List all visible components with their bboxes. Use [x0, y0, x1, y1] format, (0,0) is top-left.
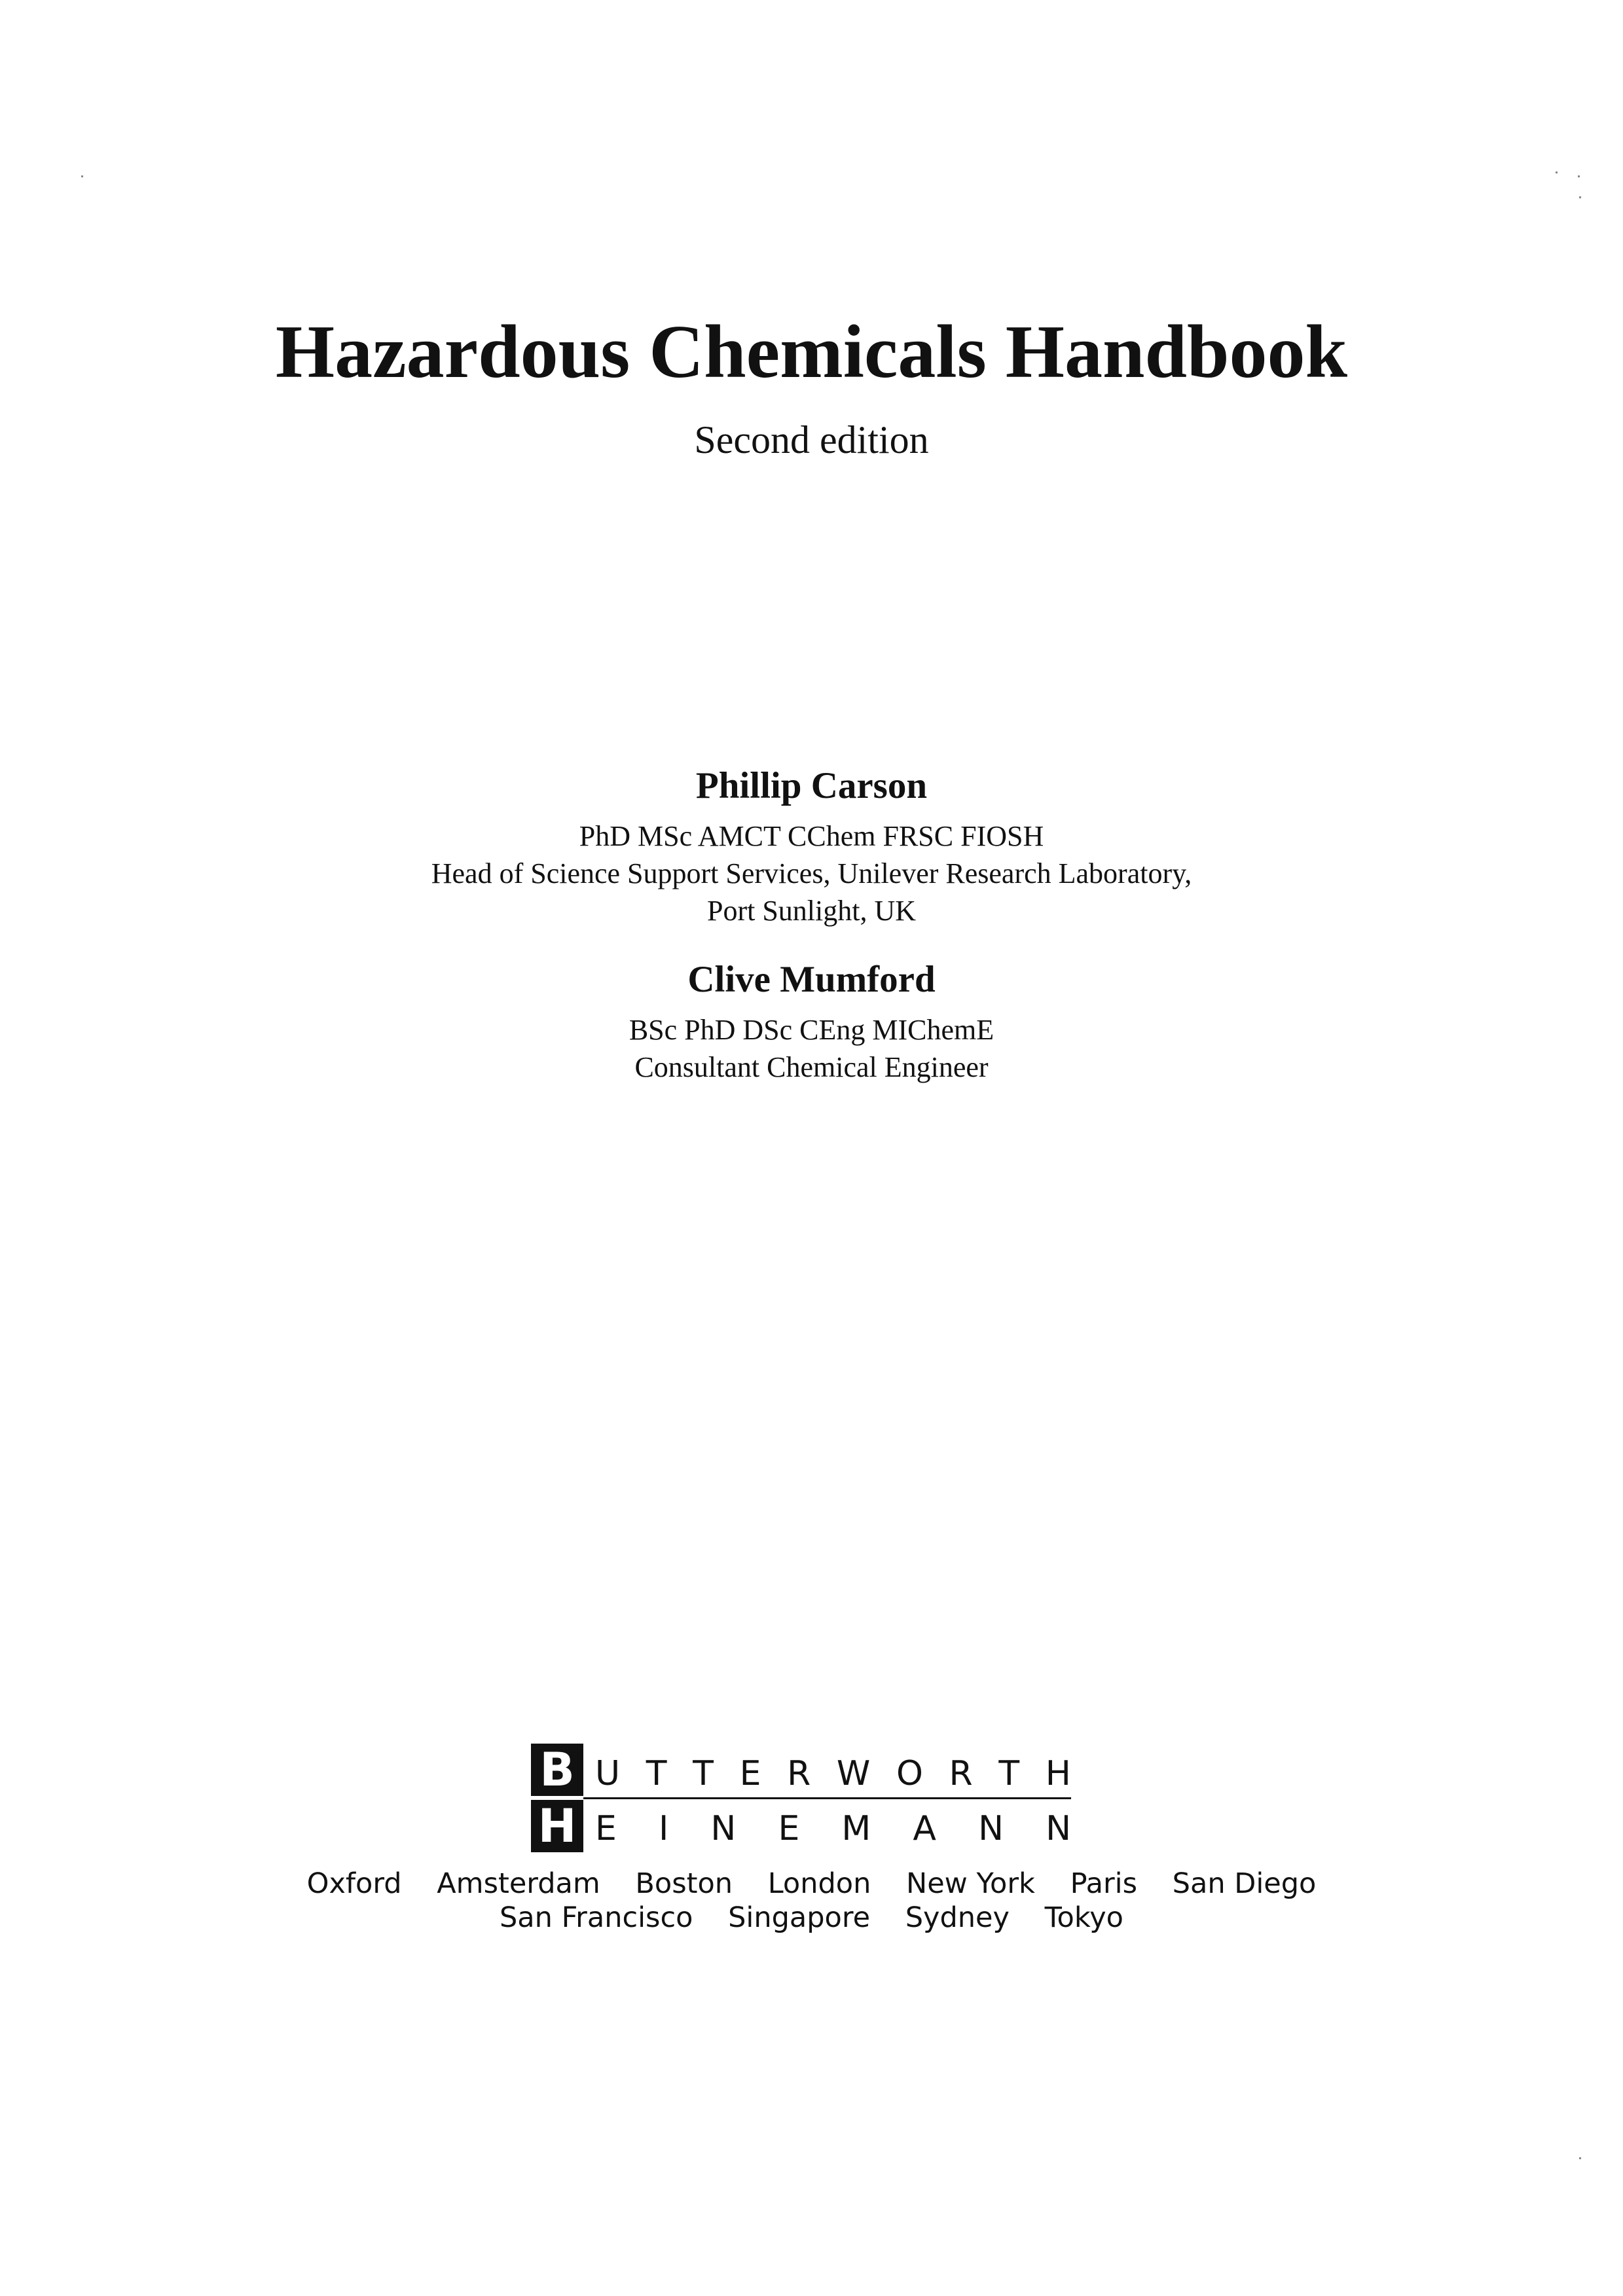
logo-letter: N — [710, 1809, 737, 1848]
logo-letter: I — [658, 1809, 669, 1848]
author-name: Clive Mumford — [687, 959, 936, 1000]
logo-letter: A — [913, 1809, 936, 1848]
logo-letter: T — [646, 1754, 667, 1793]
logo-letter: U — [595, 1754, 621, 1793]
city-name: Tokyo — [1044, 1901, 1123, 1934]
publisher-cities-row-1 — [0, 1867, 1623, 1901]
city-name: Sydney — [905, 1901, 1010, 1934]
scan-speck — [1556, 171, 1558, 173]
author-name: Phillip Carson — [695, 765, 928, 806]
logo-initial-b: B — [531, 1744, 583, 1796]
logo-letter: M — [841, 1809, 871, 1848]
book-edition: Second edition — [694, 418, 929, 461]
logo-letter: T — [998, 1754, 1020, 1793]
city-name: London — [767, 1867, 871, 1900]
author-block — [0, 767, 1623, 929]
logo-initial-h: H — [531, 1800, 583, 1852]
logo-letter: H — [1045, 1754, 1071, 1793]
logo-letter: R — [787, 1754, 811, 1793]
logo-letter: E — [595, 1809, 617, 1848]
author-qualifications: PhD MSc AMCT CChem FRSC FIOSH — [579, 820, 1044, 852]
author-affiliation: Consultant Chemical Engineer — [634, 1051, 989, 1083]
logo-letter: N — [978, 1809, 1004, 1848]
logo-letter: R — [949, 1754, 973, 1793]
city-name: New York — [906, 1867, 1035, 1900]
logo-letter: N — [1046, 1809, 1071, 1848]
scan-speck — [1578, 175, 1580, 177]
scan-speck — [1579, 196, 1581, 198]
author-block — [0, 961, 1623, 1086]
logo-letter: O — [896, 1754, 923, 1793]
logo-divider — [583, 1797, 1071, 1799]
author-affiliation: Head of Science Support Services, Unilever Research Laboratory, — [431, 857, 1192, 889]
city-name: Oxford — [306, 1867, 402, 1900]
city-name: Singapore — [728, 1901, 871, 1934]
city-name: Amsterdam — [437, 1867, 600, 1900]
logo-word-butterworth — [595, 1754, 1071, 1793]
city-name: Paris — [1070, 1867, 1137, 1900]
publisher-logo — [531, 1744, 1071, 1853]
logo-word-heinemann — [595, 1809, 1071, 1848]
logo-letter: E — [739, 1754, 761, 1793]
city-name: Boston — [635, 1867, 733, 1900]
publisher-cities-row-2 — [0, 1901, 1623, 1935]
author-qualifications: BSc PhD DSc CEng MIChemE — [629, 1014, 994, 1046]
city-name: San Diego — [1172, 1867, 1317, 1900]
logo-letter: T — [693, 1754, 714, 1793]
scan-speck — [1579, 2157, 1581, 2159]
scan-speck — [81, 175, 83, 177]
author-affiliation-location: Port Sunlight, UK — [706, 895, 917, 927]
city-name: San Francisco — [500, 1901, 693, 1934]
book-title: Hazardous Chemicals Handbook — [275, 310, 1348, 394]
logo-letter: W — [836, 1754, 871, 1793]
logo-letter: E — [778, 1809, 800, 1848]
